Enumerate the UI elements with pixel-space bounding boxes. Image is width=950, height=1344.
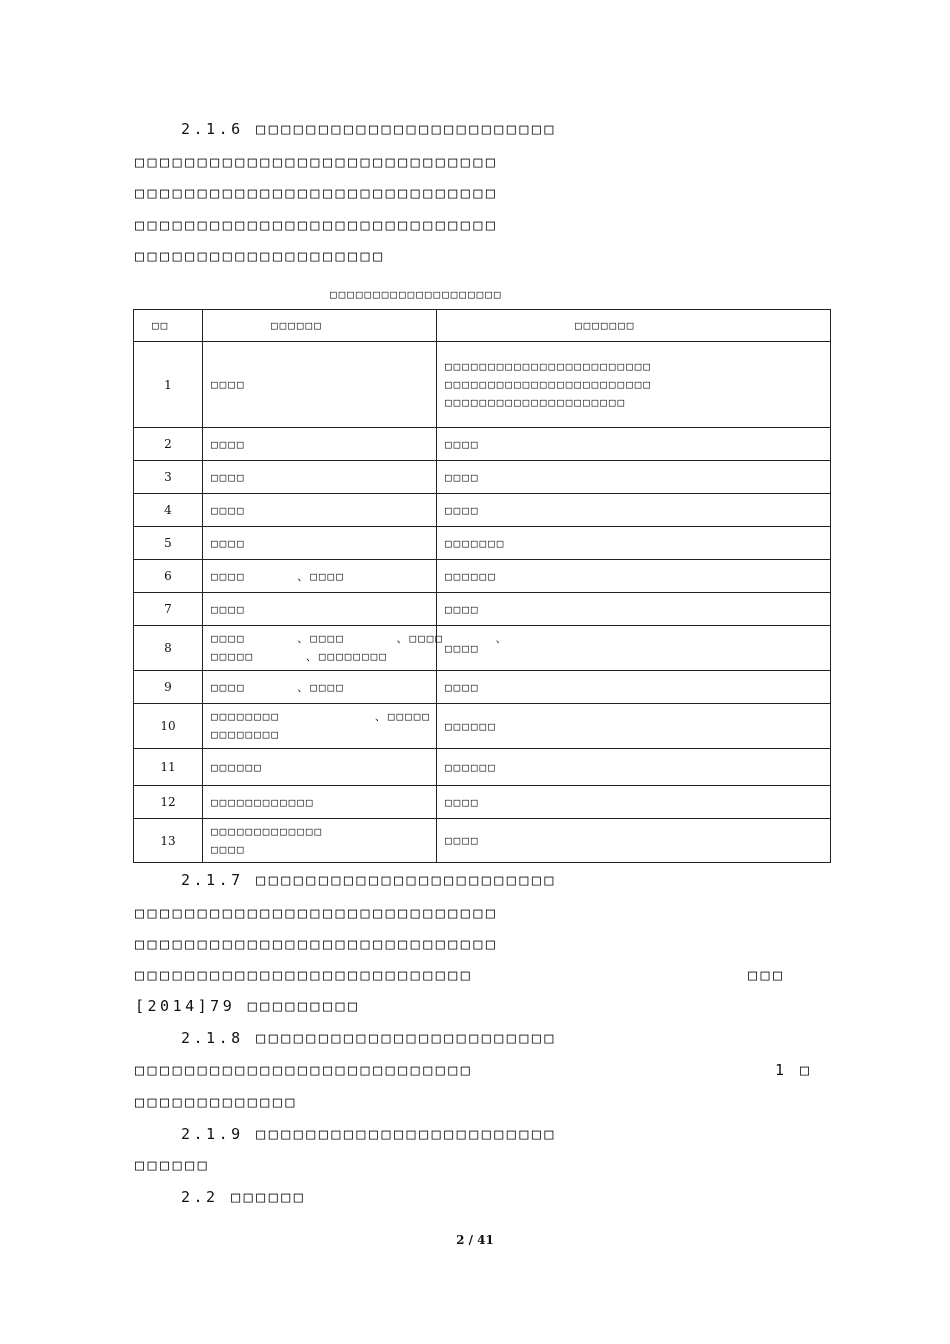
- paragraph-217-line-2: □□□□□□□□□□□□□□□□□□□□□□□□□□□□□: [135, 904, 499, 922]
- row-num: 10: [134, 704, 203, 749]
- row-num: 13: [134, 819, 203, 863]
- paragraph-217-line-5: [2014]79 □□□□□□□□□: [135, 997, 361, 1015]
- row-col2: □□□□□□: [437, 749, 831, 786]
- paragraph-218-tail: 1 □: [775, 1061, 813, 1079]
- row-num: 1: [134, 342, 203, 428]
- row-col2: □□□□: [437, 428, 831, 461]
- row-num: 9: [134, 671, 203, 704]
- table-row: [134, 560, 831, 593]
- row-col1-line: □□□□□□□□□□□□□: [211, 824, 324, 838]
- row-num: 4: [134, 494, 203, 527]
- table-row: [134, 593, 831, 626]
- data-table: [133, 309, 831, 863]
- paragraph-218-line-2: □□□□□□□□□□□□□□□□□□□□□□□□□□□: [135, 1061, 474, 1079]
- row-num: 12: [134, 786, 203, 819]
- row-num: 5: [134, 527, 203, 560]
- paragraph-218-line-3: □□□□□□□□□□□□□: [135, 1093, 298, 1111]
- row-col1-line: □□□□□□□□ 、□□□□□: [211, 710, 431, 723]
- paragraph-217-line-1: 2.1.7 □□□□□□□□□□□□□□□□□□□□□□□□: [181, 871, 557, 889]
- row-col2: □□□□: [437, 626, 831, 671]
- table-row: [134, 461, 831, 494]
- row-col2: □□□□: [437, 786, 831, 819]
- row-col1: □□□□: [203, 428, 437, 461]
- row-col2: □□□□: [437, 819, 831, 863]
- row-num: 3: [134, 461, 203, 494]
- row-col1-line: □□□□□□□□: [211, 728, 280, 741]
- table-row: [134, 704, 831, 749]
- row-col1-line: □□□□□ 、□□□□□□□□: [211, 650, 388, 663]
- row-col1: □□□□□□□□□□□□: [203, 786, 437, 819]
- table-row: [134, 786, 831, 819]
- row-col1: [203, 704, 437, 749]
- table-row: [134, 527, 831, 560]
- table-row: [134, 749, 831, 786]
- table-row: [134, 626, 831, 671]
- page-number: 2 / 41: [456, 1233, 494, 1247]
- paragraph-216-line-3: □□□□□□□□□□□□□□□□□□□□□□□□□□□□□: [135, 184, 499, 202]
- table-row: [134, 671, 831, 704]
- section-22-heading: 2.2 □□□□□□: [181, 1188, 307, 1206]
- paragraph-216-line-1: 2.1.6 □□□□□□□□□□□□□□□□□□□□□□□□: [181, 120, 557, 138]
- header-num: □□: [134, 310, 203, 342]
- row-num: 7: [134, 593, 203, 626]
- row-col2: □□□□: [437, 494, 831, 527]
- paragraph-216-line-2: □□□□□□□□□□□□□□□□□□□□□□□□□□□□□: [135, 153, 499, 171]
- row-col2: □□□□□□: [437, 560, 831, 593]
- row-col2-line: □□□□□□□□□□□□□□□□□□□□□: [445, 395, 627, 409]
- row-col2: □□□□: [437, 671, 831, 704]
- paragraph-219-line-1: 2.1.9 □□□□□□□□□□□□□□□□□□□□□□□□: [181, 1125, 557, 1143]
- table-caption: □□□□□□□□□□□□□□□□□□□□: [330, 288, 503, 301]
- table-row: [134, 428, 831, 461]
- table-header-row: [134, 310, 831, 342]
- row-col1: [203, 819, 437, 863]
- row-col1-text: □□□□: [211, 377, 246, 391]
- row-col2: □□□□□□: [437, 704, 831, 749]
- paragraph-217-line-3: □□□□□□□□□□□□□□□□□□□□□□□□□□□□□: [135, 935, 499, 953]
- row-col2: [437, 342, 831, 428]
- paragraph-219-line-2: □□□□□□: [135, 1156, 211, 1174]
- row-col1: □□□□ 、□□□□: [203, 671, 437, 704]
- row-num: 6: [134, 560, 203, 593]
- row-col1: □□□□□□: [203, 749, 437, 786]
- row-col1: □□□□: [203, 461, 437, 494]
- row-col1: □□□□: [203, 527, 437, 560]
- row-num: 2: [134, 428, 203, 461]
- row-col2: □□□□□□□: [437, 527, 831, 560]
- row-col1: [203, 626, 509, 671]
- row-col1: □□□□ 、□□□□: [203, 560, 437, 593]
- header-col1: □□□□□□: [203, 310, 437, 342]
- row-col1: □□□□: [203, 494, 437, 527]
- table-row: [134, 494, 831, 527]
- row-num: 11: [134, 749, 203, 786]
- row-col1: [203, 342, 437, 428]
- row-col2-line: □□□□□□□□□□□□□□□□□□□□□□□□: [445, 359, 652, 373]
- paragraph-217-tail: □□□: [748, 966, 786, 984]
- row-col1: □□□□: [203, 593, 437, 626]
- row-col2: □□□□: [437, 461, 831, 494]
- paragraph-216-line-5: □□□□□□□□□□□□□□□□□□□□: [135, 247, 386, 265]
- table-row: [134, 819, 831, 863]
- row-col1-line: □□□□ 、□□□□ 、□□□□ 、: [211, 632, 509, 645]
- paragraph-217-line-4: □□□□□□□□□□□□□□□□□□□□□□□□□□□: [135, 966, 474, 984]
- row-col1-line: □□□□: [211, 842, 246, 856]
- paragraph-216-line-4: □□□□□□□□□□□□□□□□□□□□□□□□□□□□□: [135, 216, 499, 234]
- row-col2-line: □□□□□□□□□□□□□□□□□□□□□□□□: [445, 377, 652, 391]
- row-col2: □□□□: [437, 593, 831, 626]
- table-row: [134, 342, 831, 428]
- header-col2: □□□□□□□: [437, 310, 831, 342]
- row-num: 8: [134, 626, 203, 671]
- paragraph-218-line-1: 2.1.8 □□□□□□□□□□□□□□□□□□□□□□□□: [181, 1029, 557, 1047]
